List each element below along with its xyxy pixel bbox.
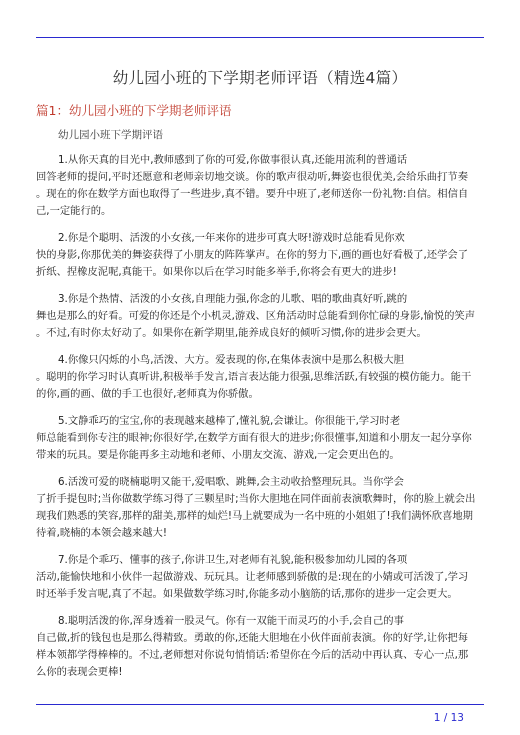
paragraph (36, 230, 485, 281)
paragraph (36, 291, 485, 342)
paragraph-line: 活动,能愉快地和小伙伴一起做游戏、玩玩具。让老师感到骄傲的是:现在的小婧或可活泼了,学习 (36, 571, 469, 583)
paragraph-line: 样本领都学得棒棒的。不过,老师想对你说句悄悄话:希望你在今后的活动中再认真、专心一点,那 (36, 649, 469, 661)
paragraph-line: 现我们熟悉的笑容,那样的甜美,那样的灿烂!马上就要成为一名中班的小姐姐了!我们满怀欣喜地期 (36, 510, 473, 522)
paragraph-line: 自己做,折的钱包也是那么得精致。勇敢的你,还能大胆地在小伙伴面前表演。你的好学,让你把每 (36, 632, 468, 644)
paragraph-line: 。现在的你在数学方面也取得了一些进步,真不错。要升中班了,老师送你一份礼物:自信。相信自 (36, 188, 469, 200)
paragraph-line: 折纸、捏橡皮泥呢,真能干。如果你以后在学习时能多举手,你将会有更大的进步! (36, 266, 397, 278)
paragraph-line: 师总能看到你专注的眼神;你很好学,在数学方面有很大的进步;你很懂事,知道和小朋友一起分享你 (36, 432, 472, 444)
paragraph-line: 待着,晓楠的本领会越来越大! (36, 527, 167, 539)
paragraph-line: 快的身影,你那优美的舞姿获得了小朋友的阵阵掌声。在你的努力下,画的画也好看极了,还学会了 (36, 249, 468, 261)
paragraph-line: 了折手提包时;当你做数学练习得了三颗星时;当你大胆地在同伴面前表演歌舞时，你的脸上就会出 (36, 493, 476, 505)
section-heading: 篇1：幼儿园小班的下学期老师评语 (36, 103, 232, 118)
paragraph-line: 的你,画的画、做的手工也很好,老师真为你骄傲。 (36, 388, 259, 400)
paragraph-line: 舞也是那么的好看。可爱的你还是个小机灵,游戏、区角活动时总能看到你忙碌的身影,愉悦的笑声 (36, 310, 476, 322)
paragraph (36, 152, 485, 220)
paragraph-list (36, 152, 485, 691)
paragraph (36, 413, 485, 464)
paragraph-line: 时还举手发言呢,真了不起。如果做数学练习时,你能多动小脑筋的话,那你的进步一定会更大。 (36, 588, 458, 600)
paragraph-line: 回答老师的提问,平时还愿意和老师亲切地交谈。你的歌声很动听,舞姿也很优美,会给乐曲打节奏 (36, 171, 468, 183)
paragraph (36, 552, 485, 603)
paragraph-line: 。聪明的你学习时认真听讲,积极举手发言,语言表达能力很强,思维活跃,有较强的模仿能力。能干 (36, 371, 472, 383)
paragraph (36, 613, 485, 681)
paragraph-line: 3.你是个热情、活泼的小女孩,自理能力强,你念的儿歌、唱的歌曲真好听,跳的 (58, 293, 408, 305)
paragraph (36, 352, 485, 403)
top-rule (36, 37, 484, 38)
paragraph-line: 6.活泼可爱的晓楠聪明又能干,爱唱歌、跳舞,会主动收拾整理玩具。当你学会 (58, 476, 404, 488)
bottom-rule (36, 704, 484, 705)
paragraph-line: 5.文静乖巧的宝宝,你的表现越来越棒了,懂礼貌,会谦让。你很能干,学习时老 (58, 415, 401, 427)
paragraph-line: 7.你是个乖巧、懂事的孩子,你讲卫生,对老师有礼貌,能积极参加幼儿园的各项 (58, 554, 408, 566)
paragraph-line: 。不过,有时你太好动了。如果你在新学期里,能养成良好的倾听习惯,你的进步会更大。 (36, 327, 427, 339)
paragraph-line: 2.你是个聪明、活泼的小女孩,一年来你的进步可真大呀!游戏时总能看见你欢 (58, 232, 405, 244)
paragraph-line: 8.聪明活泼的你,浑身透着一股灵气。你有一双能干而灵巧的小手,会自己的事 (58, 615, 404, 627)
paragraph-line: 么你的表现会更棒! (36, 666, 123, 678)
subtitle: 幼儿园小班下学期评语 (58, 129, 163, 141)
paragraph-line: 带来的玩具。要是你能再多主动地和老师、小朋友交流、游戏,一定会更出色的。 (36, 449, 400, 461)
paragraph (36, 474, 485, 542)
document-title: 幼儿园小班的下学期老师评语（精选4篇） (112, 69, 408, 87)
paragraph-line: 1.从你天真的目光中,教师感到了你的可爱,你做事很认真,还能用流利的普通话 (58, 154, 408, 166)
page-number: 1 / 13 (433, 712, 464, 724)
paragraph-line: 己,一定能行的。 (36, 205, 112, 217)
paragraph-line: 4.你像只闪烁的小鸟,活泼、大方。爱表现的你,在集体表演中是那么积极大胆 (58, 354, 404, 366)
